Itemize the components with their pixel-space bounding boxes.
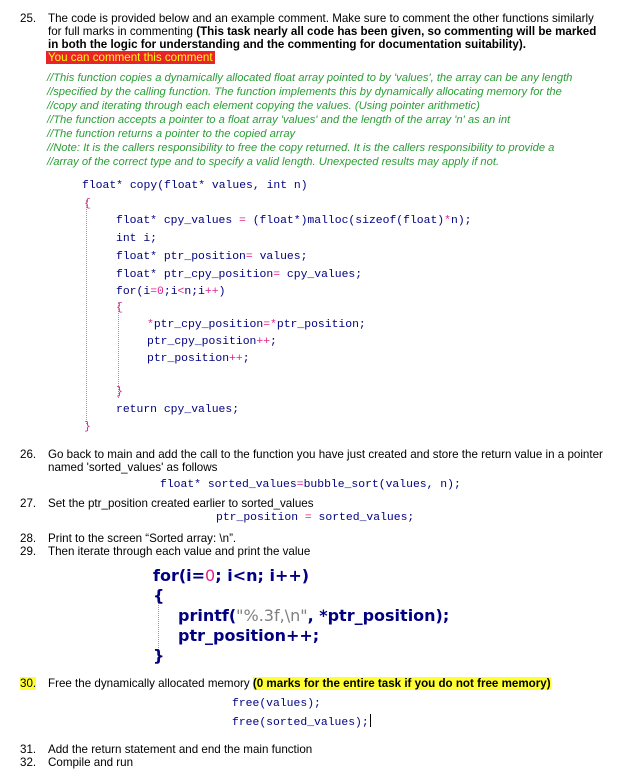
- code-line: }: [153, 646, 165, 665]
- item-number: 29.: [20, 545, 37, 558]
- instruction-text: Set the ptr_position created earlier to sorted_values: [48, 497, 314, 510]
- comment-line: //copy and iterating through each element copying the values. (Using pointer arithmetic): [47, 100, 480, 112]
- code-line: {: [116, 302, 123, 314]
- code-line: free(sorted_values);: [232, 714, 371, 730]
- instruction-text: [48, 677, 551, 690]
- indent-guide: [86, 200, 87, 424]
- code-line: {: [84, 198, 91, 210]
- code-line: float* copy(float* values, int n): [82, 180, 308, 192]
- code-line: float* sorted_values=bubble_sort(values, n);: [160, 479, 461, 491]
- item-number: 27.: [20, 497, 37, 510]
- code-line: int i;: [116, 233, 158, 245]
- code-line: float* cpy_values = (float*)malloc(sizeof(float)*n);: [116, 215, 472, 227]
- highlighted-note-text: You can comment this comment: [48, 51, 213, 64]
- instruction-text: The code is provided below and an example comment. Make sure to comment the other functions similarly: [48, 12, 594, 25]
- code-line: }: [84, 421, 91, 433]
- warning-text: (0 marks for the entire task if you do not free memory): [252, 677, 551, 690]
- code-line: *ptr_cpy_position=*ptr_position;: [147, 319, 366, 331]
- comment-line: //specified by the calling function. The function implements this by dynamically allocating memory for the: [47, 86, 562, 98]
- comment-line: //The function accepts a pointer to a float array 'values' and the length of the array 'n' as an int: [47, 114, 511, 126]
- instruction-text: Go back to main and add the call to the function you have just created and store the return value in a pointer: [48, 448, 603, 461]
- item-number: 31.: [20, 743, 37, 756]
- indent-guide: [118, 302, 119, 398]
- highlighted-note: [46, 51, 215, 64]
- instruction-text: Print to the screen “Sorted array: \n”.: [48, 532, 237, 545]
- item-number-text: 30.: [20, 677, 37, 690]
- code-line: printf("%.3f,\n", *ptr_position);: [178, 606, 450, 625]
- code-line: ptr_position = sorted_values;: [216, 512, 415, 524]
- comment-line: //The function returns a pointer to the copied array: [47, 128, 296, 140]
- instruction-text: for full marks in commenting: [48, 25, 197, 38]
- code-line: for(i=0; i<n; i++): [153, 566, 310, 585]
- instruction-text: Compile and run: [48, 756, 134, 769]
- instruction-text: Then iterate through each value and print the value: [48, 545, 311, 558]
- bold-instruction: in both the logic for understanding and the commenting for documentation suitability).: [48, 38, 526, 51]
- code-line: }: [116, 386, 123, 398]
- code-line: {: [153, 586, 165, 605]
- item-number: 32.: [20, 756, 37, 769]
- instruction-text: [48, 25, 596, 38]
- instruction-text: Add the return statement and end the main function: [48, 743, 313, 756]
- code-line: for(i=0;i<n;i++): [116, 286, 226, 298]
- instruction-text: named 'sorted_values' as follows: [48, 461, 218, 474]
- item-number: 26.: [20, 448, 37, 461]
- code-line: ptr_position++;: [178, 626, 320, 645]
- item-number: 28.: [20, 532, 37, 545]
- comment-line: //array of the correct type and to specify a valid length. Unexpected results may apply if not.: [47, 156, 500, 168]
- item-number: [20, 677, 48, 690]
- code-line: ptr_cpy_position++;: [147, 336, 277, 348]
- text-cursor: [370, 714, 371, 727]
- code-line: free(values);: [232, 698, 321, 710]
- comment-line: //This function copies a dynamically allocated float array pointed to by 'values', the array can be any length: [47, 72, 573, 84]
- comment-line: //Note: It is the callers responsibility to free the copy returned. It is the callers responsibility to provide a: [47, 142, 555, 154]
- item-number: 25.: [20, 12, 37, 25]
- code-line: ptr_position++;: [147, 353, 250, 365]
- bold-instruction: (This task nearly all code has been given, so commenting will be marked: [196, 25, 597, 38]
- code-line: float* ptr_position= values;: [116, 251, 308, 263]
- code-line: return cpy_values;: [116, 404, 240, 416]
- code-line: float* ptr_cpy_position= cpy_values;: [116, 269, 363, 281]
- instruction-text: Free the dynamically allocated memory: [48, 677, 253, 690]
